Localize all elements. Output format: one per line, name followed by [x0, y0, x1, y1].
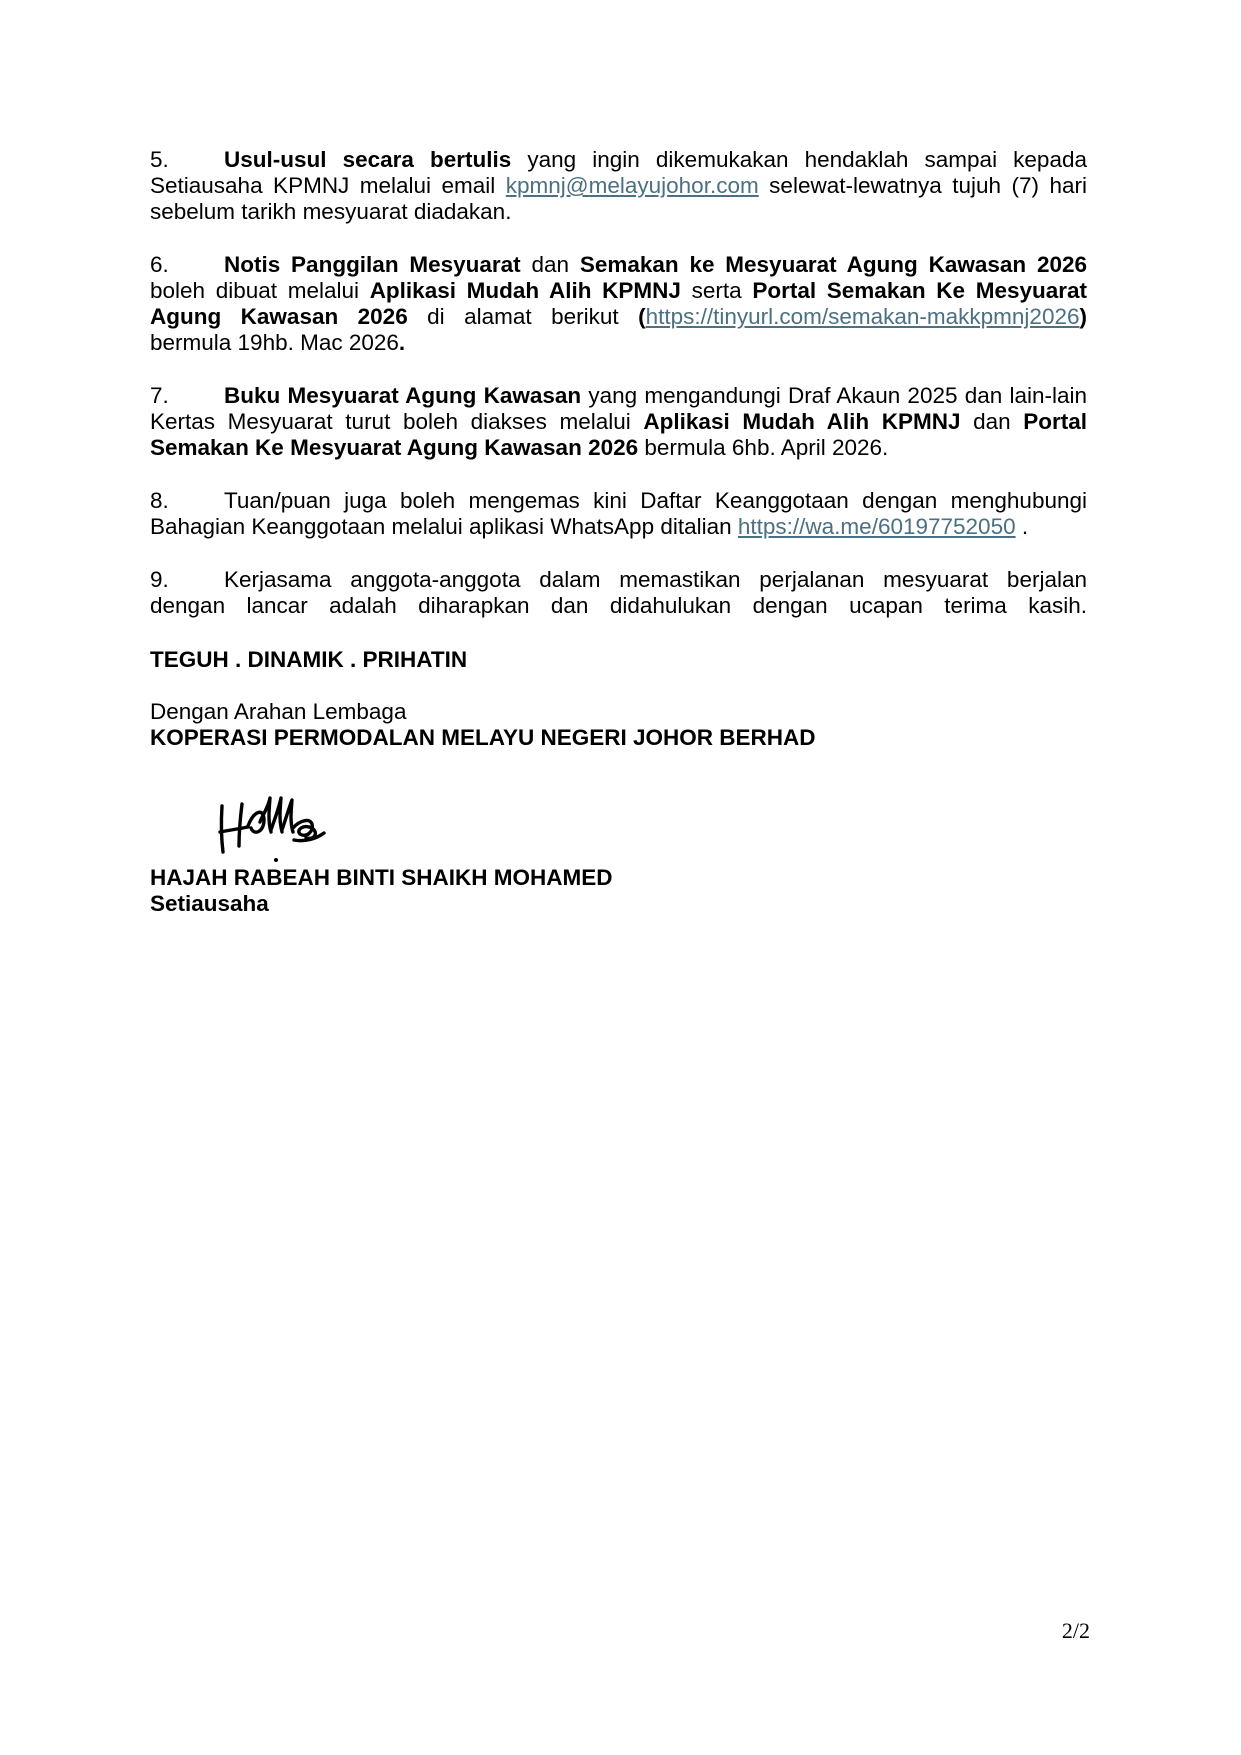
motto: TEGUH . DINAMIK . PRIHATIN	[150, 647, 468, 672]
item-6-bold-portal: Portal Semakan Ke Mesyuarat Agung Kawasan 2026	[150, 278, 1088, 329]
item-7-bold-app: Aplikasi Mudah Alih KPMNJ	[643, 409, 961, 434]
item-9-text: Kerjasama anggota-anggota dalam memastikan perjalanan mesyuarat berjalan dengan lancar adalah diharapkan dan didahulukan dengan ucapan terima kasih.	[150, 567, 1087, 618]
item-number: 6.	[150, 252, 169, 277]
item-5-text: yang ingin dikemukakan hendaklah sampai kepada Setiausaha KPMNJ melalui email	[150, 147, 1087, 198]
item-6-text-end: bermula 19hb. Mac 2026	[150, 330, 399, 355]
organization-name: KOPERASI PERMODALAN MELAYU NEGERI JOHOR BERHAD	[150, 725, 816, 750]
item-number: 7.	[150, 383, 169, 408]
item-6-bold-app: Aplikasi Mudah Alih KPMNJ	[369, 278, 681, 303]
item-7-bold-portal: Portal Semakan Ke Mesyuarat Agung Kawasan 2026	[150, 409, 1088, 460]
item-7-text: dan	[960, 409, 1024, 434]
item-number: 5.	[150, 147, 169, 172]
signatory-title: Setiausaha	[150, 891, 269, 916]
item-8-text-end: .	[1015, 514, 1029, 539]
closing-line: Dengan Arahan Lembaga	[150, 699, 407, 724]
item-5-bold-heading: Usul-usul secara bertulis	[224, 147, 512, 172]
signature-icon	[208, 786, 338, 866]
item-5-text-end: selewat-lewatnya tujuh (7) hari sebelum tarikh mesyuarat diadakan.	[150, 173, 1087, 224]
page-number: 2/2	[1061, 1618, 1090, 1643]
item-7-text: yang mengandungi Draf Akaun 2025 dan lain-lain Kertas Mesyuarat turut boleh diakses melalui	[150, 383, 1087, 434]
item-number: 8.	[150, 488, 169, 513]
item-9	[150, 567, 1087, 619]
item-6-text: di alamat berikut	[407, 304, 639, 329]
handwritten-signature	[208, 786, 338, 872]
portal-link[interactable]: https://tinyurl.com/semakan-makkpmnj2026	[645, 304, 1080, 329]
item-6	[150, 252, 1087, 356]
whatsapp-link[interactable]: https://wa.me/60197752050	[737, 514, 1016, 539]
item-6-text: serta	[680, 278, 753, 303]
item-7	[150, 383, 1087, 461]
item-6-text: dan	[520, 252, 580, 277]
paren-close: )	[1079, 304, 1087, 329]
item-7-text-end: bermula 6hb. April 2026.	[638, 435, 889, 460]
item-7-bold-book: Buku Mesyuarat Agung Kawasan	[224, 383, 582, 408]
item-8	[150, 488, 1087, 540]
item-5	[150, 147, 1087, 225]
paren-open: (	[638, 304, 646, 329]
item-number: 9.	[150, 567, 169, 592]
signatory-name: HAJAH RABEAH BINTI SHAIKH MOHAMED	[150, 865, 613, 890]
item-8-text: Tuan/puan juga boleh mengemas kini Daftar Keanggotaan dengan menghubungi Bahagian Keanggotaan melalui aplikasi WhatsApp ditalian	[150, 488, 1087, 539]
item-6-period: .	[398, 330, 406, 355]
item-6-bold-notice: Notis Panggilan Mesyuarat	[224, 252, 521, 277]
item-6-bold-check: Semakan ke Mesyuarat Agung Kawasan 2026	[579, 252, 1088, 277]
email-link[interactable]: kpmnj@melayujohor.com	[505, 173, 759, 198]
item-6-text: boleh dibuat melalui	[150, 278, 370, 303]
